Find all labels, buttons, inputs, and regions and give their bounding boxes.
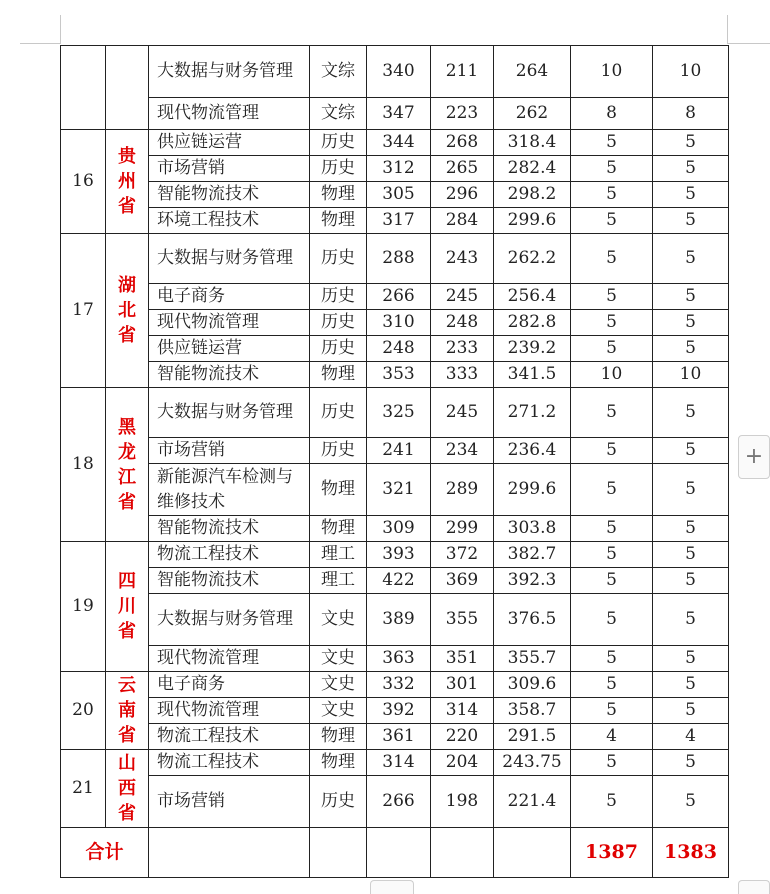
avg-score-cell: 299.6 bbox=[494, 208, 571, 234]
major-cell: 物流工程技术 bbox=[149, 542, 310, 568]
major-cell: 电子商务 bbox=[149, 672, 310, 698]
max-score-cell: 309 bbox=[367, 516, 431, 542]
subject-cell: 物理 bbox=[310, 750, 367, 776]
plan-cell: 5 bbox=[571, 542, 653, 568]
min-score-cell: 301 bbox=[431, 672, 494, 698]
index-cell: 20 bbox=[61, 672, 106, 750]
max-score-cell: 392 bbox=[367, 698, 431, 724]
empty-cell bbox=[431, 828, 494, 878]
province-char: 省 bbox=[118, 325, 136, 346]
table-row bbox=[61, 698, 729, 724]
min-score-cell: 211 bbox=[431, 46, 494, 98]
table-row bbox=[61, 336, 729, 362]
subject-cell: 文综 bbox=[310, 46, 367, 98]
province-char: 云 bbox=[118, 675, 136, 696]
avg-score-cell: 298.2 bbox=[494, 182, 571, 208]
avg-score-cell: 243.75 bbox=[494, 750, 571, 776]
table-row bbox=[61, 156, 729, 182]
subject-cell: 历史 bbox=[310, 388, 367, 438]
total-plan: 1387 bbox=[571, 828, 653, 878]
major-cell: 新能源汽车检测与维修技术 bbox=[149, 464, 310, 516]
plan-cell: 5 bbox=[571, 464, 653, 516]
plan-cell: 8 bbox=[571, 98, 653, 130]
max-score-cell: 312 bbox=[367, 156, 431, 182]
province-char: 黑 bbox=[118, 416, 136, 438]
subject-cell: 理工 bbox=[310, 568, 367, 594]
subject-cell: 历史 bbox=[310, 776, 367, 828]
max-score-cell: 325 bbox=[367, 388, 431, 438]
index-cell: 21 bbox=[61, 750, 106, 828]
enrolled-cell: 5 bbox=[653, 464, 729, 516]
max-score-cell: 347 bbox=[367, 98, 431, 130]
subject-cell: 文综 bbox=[310, 98, 367, 130]
table-row bbox=[61, 776, 729, 828]
table-row bbox=[61, 182, 729, 208]
table-row bbox=[61, 438, 729, 464]
major-cell: 智能物流技术 bbox=[149, 516, 310, 542]
subject-cell: 文史 bbox=[310, 646, 367, 672]
major-cell: 市场营销 bbox=[149, 156, 310, 182]
max-score-cell: 248 bbox=[367, 336, 431, 362]
major-cell: 市场营销 bbox=[149, 776, 310, 828]
province-char: 省 bbox=[118, 196, 136, 217]
max-score-cell: 340 bbox=[367, 46, 431, 98]
max-score-cell: 241 bbox=[367, 438, 431, 464]
province-cell bbox=[106, 542, 149, 672]
index-cell bbox=[61, 46, 106, 130]
table-row bbox=[61, 542, 729, 568]
major-cell: 环境工程技术 bbox=[149, 208, 310, 234]
table-row bbox=[61, 234, 729, 284]
table-row bbox=[61, 568, 729, 594]
min-score-cell: 369 bbox=[431, 568, 494, 594]
table-row bbox=[61, 646, 729, 672]
province-char: 省 bbox=[118, 491, 136, 513]
avg-score-cell: 382.7 bbox=[494, 542, 571, 568]
province-char: 湖 bbox=[118, 275, 136, 296]
plan-cell: 5 bbox=[571, 750, 653, 776]
province-cell bbox=[106, 672, 149, 750]
plan-cell: 5 bbox=[571, 776, 653, 828]
plan-cell: 5 bbox=[571, 182, 653, 208]
plan-cell: 5 bbox=[571, 438, 653, 464]
enrolled-cell: 5 bbox=[653, 568, 729, 594]
avg-score-cell: 291.5 bbox=[494, 724, 571, 750]
province-cell bbox=[106, 750, 149, 828]
avg-score-cell: 392.3 bbox=[494, 568, 571, 594]
province-cell bbox=[106, 234, 149, 388]
major-cell: 物流工程技术 bbox=[149, 724, 310, 750]
major-cell: 电子商务 bbox=[149, 284, 310, 310]
enrolled-cell: 5 bbox=[653, 336, 729, 362]
enrolled-cell: 5 bbox=[653, 182, 729, 208]
plan-cell: 4 bbox=[571, 724, 653, 750]
enrolled-cell: 5 bbox=[653, 130, 729, 156]
bottom-tab-center[interactable] bbox=[370, 880, 414, 894]
province-char: 贵 bbox=[118, 146, 136, 167]
enrolled-cell: 5 bbox=[653, 646, 729, 672]
province-cell bbox=[106, 388, 149, 542]
min-score-cell: 223 bbox=[431, 98, 494, 130]
major-cell: 大数据与财务管理 bbox=[149, 234, 310, 284]
enrolled-cell: 5 bbox=[653, 516, 729, 542]
avg-score-cell: 376.5 bbox=[494, 594, 571, 646]
plan-cell: 5 bbox=[571, 130, 653, 156]
plan-cell: 5 bbox=[571, 336, 653, 362]
province-char: 龙 bbox=[118, 441, 136, 463]
crop-mark-top-right-v bbox=[727, 15, 728, 44]
enrolled-cell: 5 bbox=[653, 672, 729, 698]
enrolled-cell: 8 bbox=[653, 98, 729, 130]
avg-score-cell: 318.4 bbox=[494, 130, 571, 156]
enrolled-cell: 5 bbox=[653, 234, 729, 284]
min-score-cell: 351 bbox=[431, 646, 494, 672]
subject-cell: 历史 bbox=[310, 156, 367, 182]
avg-score-cell: 271.2 bbox=[494, 388, 571, 438]
table-row bbox=[61, 724, 729, 750]
avg-score-cell: 282.4 bbox=[494, 156, 571, 182]
major-cell: 物流工程技术 bbox=[149, 750, 310, 776]
subject-cell: 历史 bbox=[310, 130, 367, 156]
province-char: 西 bbox=[118, 778, 136, 799]
plan-cell: 5 bbox=[571, 646, 653, 672]
province-char: 省 bbox=[118, 725, 136, 746]
min-score-cell: 204 bbox=[431, 750, 494, 776]
subject-cell: 历史 bbox=[310, 336, 367, 362]
enrolled-cell: 5 bbox=[653, 156, 729, 182]
province-char: 州 bbox=[118, 171, 136, 192]
enrolled-cell: 5 bbox=[653, 776, 729, 828]
table-row bbox=[61, 46, 729, 98]
subject-cell: 文史 bbox=[310, 594, 367, 646]
subject-cell: 物理 bbox=[310, 724, 367, 750]
plan-cell: 5 bbox=[571, 234, 653, 284]
plan-cell: 10 bbox=[571, 46, 653, 98]
enrolled-cell: 5 bbox=[653, 284, 729, 310]
max-score-cell: 266 bbox=[367, 776, 431, 828]
table-row bbox=[61, 208, 729, 234]
table-row bbox=[61, 516, 729, 542]
province-cell bbox=[106, 46, 149, 130]
avg-score-cell: 264 bbox=[494, 46, 571, 98]
plan-cell: 5 bbox=[571, 516, 653, 542]
total-row bbox=[61, 828, 729, 878]
major-cell: 智能物流技术 bbox=[149, 182, 310, 208]
max-score-cell: 321 bbox=[367, 464, 431, 516]
min-score-cell: 220 bbox=[431, 724, 494, 750]
province-char: 省 bbox=[118, 803, 136, 824]
crop-mark-top-left-v bbox=[60, 15, 61, 44]
max-score-cell: 361 bbox=[367, 724, 431, 750]
min-score-cell: 243 bbox=[431, 234, 494, 284]
subject-cell: 物理 bbox=[310, 362, 367, 388]
crop-mark-top-left-h bbox=[20, 43, 60, 44]
avg-score-cell: 341.5 bbox=[494, 362, 571, 388]
table-row bbox=[61, 98, 729, 130]
enrolled-cell: 5 bbox=[653, 208, 729, 234]
subject-cell: 文史 bbox=[310, 698, 367, 724]
enrolled-cell: 10 bbox=[653, 46, 729, 98]
subject-cell: 物理 bbox=[310, 516, 367, 542]
subject-cell: 历史 bbox=[310, 234, 367, 284]
max-score-cell: 393 bbox=[367, 542, 431, 568]
max-score-cell: 422 bbox=[367, 568, 431, 594]
min-score-cell: 314 bbox=[431, 698, 494, 724]
avg-score-cell: 221.4 bbox=[494, 776, 571, 828]
province-char: 川 bbox=[118, 596, 136, 617]
major-cell: 现代物流管理 bbox=[149, 646, 310, 672]
province-char: 山 bbox=[118, 753, 136, 774]
avg-score-cell: 262.2 bbox=[494, 234, 571, 284]
table-row bbox=[61, 672, 729, 698]
avg-score-cell: 355.7 bbox=[494, 646, 571, 672]
add-row-button[interactable] bbox=[738, 435, 770, 479]
province-cell bbox=[106, 130, 149, 234]
min-score-cell: 296 bbox=[431, 182, 494, 208]
min-score-cell: 372 bbox=[431, 542, 494, 568]
min-score-cell: 284 bbox=[431, 208, 494, 234]
avg-score-cell: 236.4 bbox=[494, 438, 571, 464]
avg-score-cell: 239.2 bbox=[494, 336, 571, 362]
table-row bbox=[61, 130, 729, 156]
plan-cell: 5 bbox=[571, 310, 653, 336]
subject-cell: 历史 bbox=[310, 438, 367, 464]
table-row bbox=[61, 284, 729, 310]
min-score-cell: 265 bbox=[431, 156, 494, 182]
enrolled-cell: 5 bbox=[653, 388, 729, 438]
major-cell: 大数据与财务管理 bbox=[149, 46, 310, 98]
subject-cell: 物理 bbox=[310, 208, 367, 234]
province-char: 江 bbox=[118, 466, 136, 488]
avg-score-cell: 303.8 bbox=[494, 516, 571, 542]
major-cell: 大数据与财务管理 bbox=[149, 594, 310, 646]
plus-icon: + bbox=[744, 444, 764, 469]
max-score-cell: 389 bbox=[367, 594, 431, 646]
max-score-cell: 332 bbox=[367, 672, 431, 698]
enrolled-cell: 5 bbox=[653, 542, 729, 568]
index-cell: 16 bbox=[61, 130, 106, 234]
enrolled-cell: 5 bbox=[653, 438, 729, 464]
table-row bbox=[61, 594, 729, 646]
plan-cell: 10 bbox=[571, 362, 653, 388]
plan-cell: 5 bbox=[571, 388, 653, 438]
avg-score-cell: 282.8 bbox=[494, 310, 571, 336]
min-score-cell: 268 bbox=[431, 130, 494, 156]
province-char: 四 bbox=[118, 571, 136, 592]
min-score-cell: 355 bbox=[431, 594, 494, 646]
max-score-cell: 344 bbox=[367, 130, 431, 156]
min-score-cell: 333 bbox=[431, 362, 494, 388]
table-row bbox=[61, 750, 729, 776]
plan-cell: 5 bbox=[571, 284, 653, 310]
avg-score-cell: 309.6 bbox=[494, 672, 571, 698]
min-score-cell: 245 bbox=[431, 388, 494, 438]
min-score-cell: 234 bbox=[431, 438, 494, 464]
subject-cell: 物理 bbox=[310, 464, 367, 516]
enrolled-cell: 5 bbox=[653, 310, 729, 336]
index-cell: 19 bbox=[61, 542, 106, 672]
province-char: 南 bbox=[118, 700, 136, 721]
admission-score-table bbox=[60, 45, 729, 878]
avg-score-cell: 256.4 bbox=[494, 284, 571, 310]
max-score-cell: 310 bbox=[367, 310, 431, 336]
min-score-cell: 198 bbox=[431, 776, 494, 828]
table-row bbox=[61, 362, 729, 388]
enrolled-cell: 5 bbox=[653, 750, 729, 776]
index-cell: 18 bbox=[61, 388, 106, 542]
avg-score-cell: 358.7 bbox=[494, 698, 571, 724]
plan-cell: 5 bbox=[571, 672, 653, 698]
bottom-tab-right[interactable] bbox=[738, 880, 770, 894]
enrolled-cell: 5 bbox=[653, 594, 729, 646]
major-cell: 现代物流管理 bbox=[149, 98, 310, 130]
empty-cell bbox=[367, 828, 431, 878]
max-score-cell: 266 bbox=[367, 284, 431, 310]
min-score-cell: 245 bbox=[431, 284, 494, 310]
max-score-cell: 288 bbox=[367, 234, 431, 284]
major-cell: 现代物流管理 bbox=[149, 310, 310, 336]
major-cell: 供应链运营 bbox=[149, 130, 310, 156]
index-cell: 17 bbox=[61, 234, 106, 388]
subject-cell: 物理 bbox=[310, 182, 367, 208]
avg-score-cell: 262 bbox=[494, 98, 571, 130]
min-score-cell: 233 bbox=[431, 336, 494, 362]
table-row bbox=[61, 464, 729, 516]
major-cell: 现代物流管理 bbox=[149, 698, 310, 724]
max-score-cell: 363 bbox=[367, 646, 431, 672]
major-cell: 智能物流技术 bbox=[149, 362, 310, 388]
plan-cell: 5 bbox=[571, 156, 653, 182]
max-score-cell: 317 bbox=[367, 208, 431, 234]
total-label: 合计 bbox=[61, 828, 149, 878]
major-cell: 供应链运营 bbox=[149, 336, 310, 362]
enrolled-cell: 4 bbox=[653, 724, 729, 750]
min-score-cell: 299 bbox=[431, 516, 494, 542]
table-row bbox=[61, 388, 729, 438]
avg-score-cell: 299.6 bbox=[494, 464, 571, 516]
total-enrolled: 1383 bbox=[653, 828, 729, 878]
empty-cell bbox=[494, 828, 571, 878]
max-score-cell: 353 bbox=[367, 362, 431, 388]
subject-cell: 文史 bbox=[310, 672, 367, 698]
subject-cell: 历史 bbox=[310, 310, 367, 336]
major-cell: 市场营销 bbox=[149, 438, 310, 464]
plan-cell: 5 bbox=[571, 698, 653, 724]
min-score-cell: 289 bbox=[431, 464, 494, 516]
province-char: 北 bbox=[118, 300, 136, 321]
subject-cell: 理工 bbox=[310, 542, 367, 568]
empty-cell bbox=[149, 828, 310, 878]
major-cell: 大数据与财务管理 bbox=[149, 388, 310, 438]
enrolled-cell: 10 bbox=[653, 362, 729, 388]
empty-cell bbox=[310, 828, 367, 878]
enrolled-cell: 5 bbox=[653, 698, 729, 724]
major-cell: 智能物流技术 bbox=[149, 568, 310, 594]
crop-mark-top-right-h bbox=[728, 43, 770, 44]
subject-cell: 历史 bbox=[310, 284, 367, 310]
plan-cell: 5 bbox=[571, 208, 653, 234]
min-score-cell: 248 bbox=[431, 310, 494, 336]
max-score-cell: 305 bbox=[367, 182, 431, 208]
table-row bbox=[61, 310, 729, 336]
plan-cell: 5 bbox=[571, 594, 653, 646]
plan-cell: 5 bbox=[571, 568, 653, 594]
max-score-cell: 314 bbox=[367, 750, 431, 776]
province-char: 省 bbox=[118, 621, 136, 642]
